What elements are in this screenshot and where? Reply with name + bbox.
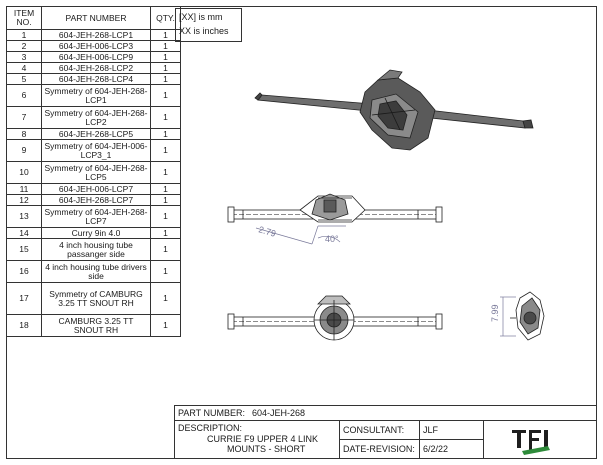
consultant-value-cell (419, 420, 484, 440)
isometric-view (255, 70, 533, 150)
side-view (510, 292, 544, 340)
bom-part-number: CAMBURG 3.25 TT SNOUT RH (42, 315, 151, 337)
bom-qty: 1 (151, 85, 181, 107)
bom-item-no: 9 (7, 140, 42, 162)
bom-qty: 1 (151, 206, 181, 228)
description-cell (174, 420, 340, 459)
bom-item-no: 15 (7, 239, 42, 261)
bom-part-number: 604-JEH-006-LCP7 (42, 184, 151, 195)
part-number-value: 604-JEH-268 (252, 408, 306, 418)
bom-item-no: 10 (7, 162, 42, 184)
bom-item-no: 2 (7, 41, 42, 52)
bom-item-no: 1 (7, 30, 42, 41)
bom-part-number: 4 inch housing tube drivers side (42, 261, 151, 283)
bom-qty: 1 (151, 261, 181, 283)
title-block-part-row (174, 405, 597, 421)
date-label-cell (339, 439, 420, 459)
bom-part-number: Symmetry of 604-JEH-268-LCP2 (42, 107, 151, 129)
bom-qty: 1 (151, 107, 181, 129)
bom-part-number: Symmetry of 604-JEH-268-LCP7 (42, 206, 151, 228)
description-line-2: MOUNTS - SHORT (227, 444, 306, 454)
bom-qty: 1 (151, 283, 181, 315)
bom-item-no: 17 (7, 283, 42, 315)
bom-part-number: Symmetry of CAMBURG 3.25 TT SNOUT RH (42, 283, 151, 315)
bom-item-no: 13 (7, 206, 42, 228)
bom-qty: 1 (151, 41, 181, 52)
description-line-1: CURRIE F9 UPPER 4 LINK (207, 434, 319, 444)
date-revision-value: 6/2/22 (423, 444, 449, 454)
bom-item-no: 6 (7, 85, 42, 107)
bom-qty: 1 (151, 184, 181, 195)
part-number-label: PART NUMBER: (178, 408, 246, 418)
bom-qty: 1 (151, 140, 181, 162)
bom-qty: 1 (151, 162, 181, 184)
dimension-length: 2.79 (257, 224, 278, 239)
bom-qty: 1 (151, 315, 181, 337)
bom-part-number: Symmetry of 604-JEH-268-LCP1 (42, 85, 151, 107)
bom-part-number: Symmetry of 604-JEH-006-LCP3_1 (42, 140, 151, 162)
consultant-label: CONSULTANT: (343, 425, 405, 435)
bom-qty: 1 (151, 63, 181, 74)
bom-item-no: 7 (7, 107, 42, 129)
bom-qty: 1 (151, 52, 181, 63)
bom-qty: 1 (151, 239, 181, 261)
top-view (228, 194, 442, 222)
bom-part-number: 604-JEH-268-LCP7 (42, 195, 151, 206)
bom-qty: 1 (151, 228, 181, 239)
description-label: DESCRIPTION: (178, 423, 243, 433)
bom-item-no: 16 (7, 261, 42, 283)
consultant-value: JLF (423, 425, 439, 435)
units-note-inches: XX is inches (179, 26, 229, 36)
date-value-cell (419, 439, 484, 459)
bom-item-no: 11 (7, 184, 42, 195)
bom-item-no: 4 (7, 63, 42, 74)
bom-item-no: 14 (7, 228, 42, 239)
bom-qty: 1 (151, 74, 181, 85)
bom-item-no: 5 (7, 74, 42, 85)
header-qty: QTY. (151, 7, 181, 30)
bom-part-number: Symmetry of 604-JEH-268-LCP5 (42, 162, 151, 184)
consultant-label-cell (339, 420, 420, 440)
date-revision-label: DATE-REVISION: (343, 444, 415, 454)
bom-part-number: 604-JEH-268-LCP5 (42, 129, 151, 140)
bom-item-no: 3 (7, 52, 42, 63)
bom-item-no: 18 (7, 315, 42, 337)
bom-qty: 1 (151, 129, 181, 140)
dimension-height: 7.99 (490, 304, 500, 322)
header-part-number: PART NUMBER (42, 7, 151, 30)
bom-part-number: 604-JEH-268-LCP1 (42, 30, 151, 41)
bom-qty: 1 (151, 195, 181, 206)
bom-part-number: 604-JEH-006-LCP3 (42, 41, 151, 52)
bom-item-no: 8 (7, 129, 42, 140)
bom-item-no: 12 (7, 195, 42, 206)
header-item-no: ITEM NO. (7, 7, 42, 30)
bom-qty: 1 (151, 30, 181, 41)
bom-part-number: 604-JEH-268-LCP4 (42, 74, 151, 85)
front-view (228, 296, 442, 340)
bom-part-number: 4 inch housing tube passanger side (42, 239, 151, 261)
bom-part-number: 604-JEH-268-LCP2 (42, 63, 151, 74)
units-note-mm: [XX] is mm (179, 12, 223, 22)
logo-cell (483, 420, 597, 459)
company-logo (484, 421, 596, 458)
dimension-angle: 40° (325, 234, 339, 244)
bom-part-number: 604-JEH-006-LCP9 (42, 52, 151, 63)
bom-part-number: Curry 9in 4.0 (42, 228, 151, 239)
